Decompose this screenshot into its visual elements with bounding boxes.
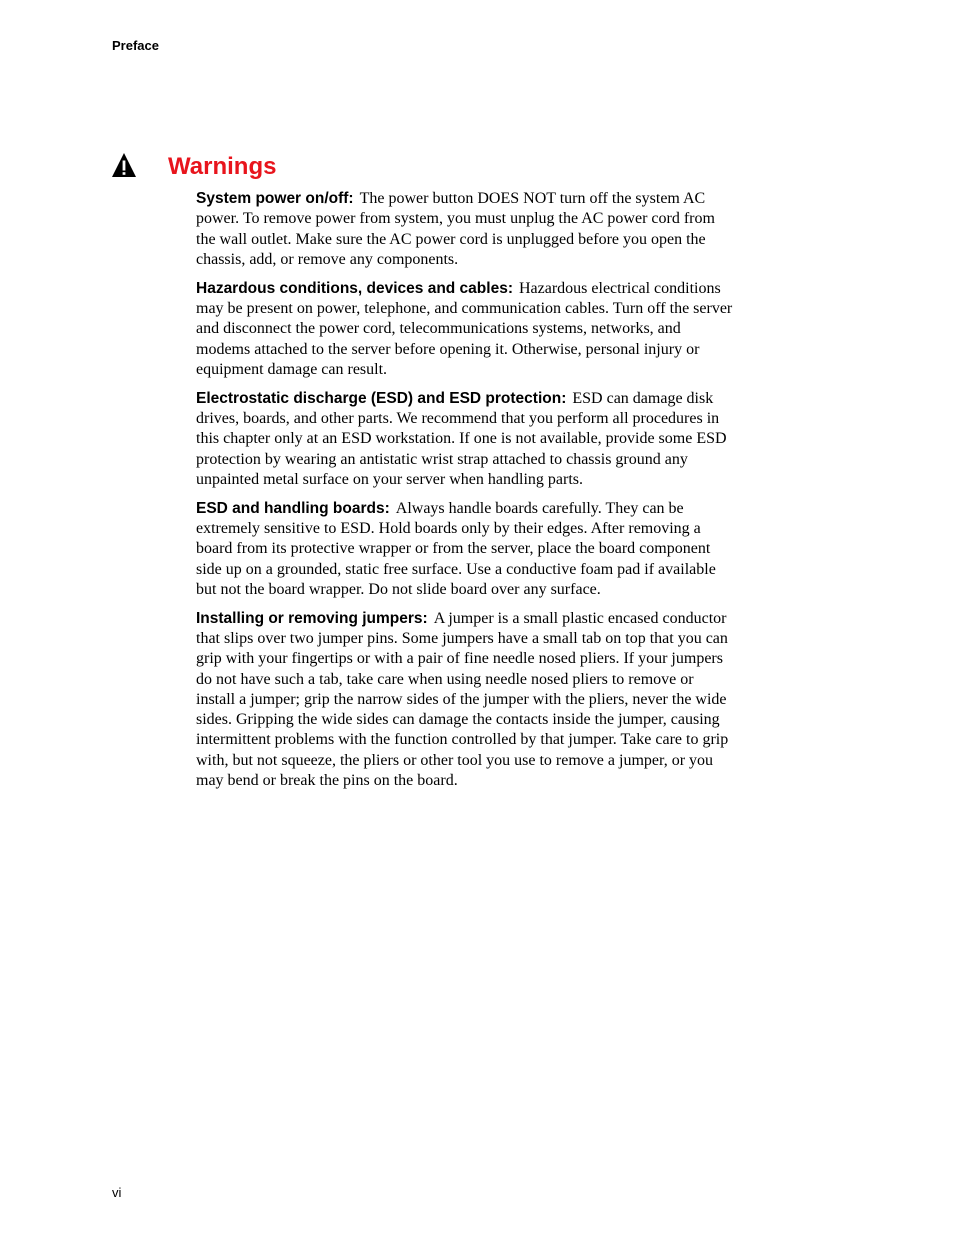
warning-text: Always handle boards carefully. They can be extremely sensitive to ESD. Hold boards only by their edges. After removing a board from its protective wrapper or from the server, place the board component side up on a grounded, static free surface. Use a conductive foam pad if available but not the board wrapper. Do not slide board over any surface. [196, 499, 716, 598]
warning-triangle-icon [111, 152, 137, 178]
warning-esd-handling-boards [196, 499, 734, 600]
page-number: vi [112, 1185, 122, 1200]
warning-text: Hazardous electrical conditions may be present on power, telephone, and communication cables. Turn off the server and disconnect the power cord, telecommunications systems, networks, and modems attached to the server before opening it. Otherwise, personal injury or equipment damage can result. [196, 279, 733, 378]
warning-text: ESD can damage disk drives, boards, and other parts. We recommend that you perform all procedures in this chapter only at an ESD workstation. If one is not available, provide some ESD protection by wearing an antistatic wrist strap attached to chassis ground any unpainted metal surface on your server when handling parts. [196, 389, 727, 488]
warning-heading: Electrostatic discharge (ESD) and ESD protection: [196, 389, 567, 407]
warning-text: The power button DOES NOT turn off the system AC power. To remove power from system, you must unplug the AC power cord from the wall outlet. Make sure the AC power cord is unplugged before you open the chassis, add, or remove any components. [196, 190, 715, 268]
warning-heading: Hazardous conditions, devices and cables: [196, 279, 513, 297]
warnings-title: Warnings [168, 153, 277, 180]
warning-jumpers [196, 609, 734, 792]
warning-heading: ESD and handling boards: [196, 499, 390, 517]
running-header: Preface [112, 38, 159, 53]
warning-heading: System power on/off: [196, 190, 354, 207]
warning-hazardous-conditions [196, 279, 734, 380]
warnings-list [196, 189, 734, 800]
warning-text: A jumper is a small plastic encased conductor that slips over two jumper pins. Some jumpers have a small tab on top that you can grip with your fingertips or with a pair of fine needle nosed pliers. If your jumpers do not have such a tab, take care when using needle nosed pliers to remove or install a jumper; grip the narrow sides of the jumper with the pliers, never the wide sides. Gripping the wide sides can damage the contacts inside the jumper, causing intermittent problems with the function controlled by that jumper. Take care to grip with, but not squeeze, the pliers or other tool you use to remove a jumper, or you may bend or break the pins on the board. [196, 609, 729, 790]
warning-esd-protection [196, 389, 734, 490]
warning-system-power [196, 189, 734, 270]
warning-heading: Installing or removing jumpers: [196, 609, 428, 627]
